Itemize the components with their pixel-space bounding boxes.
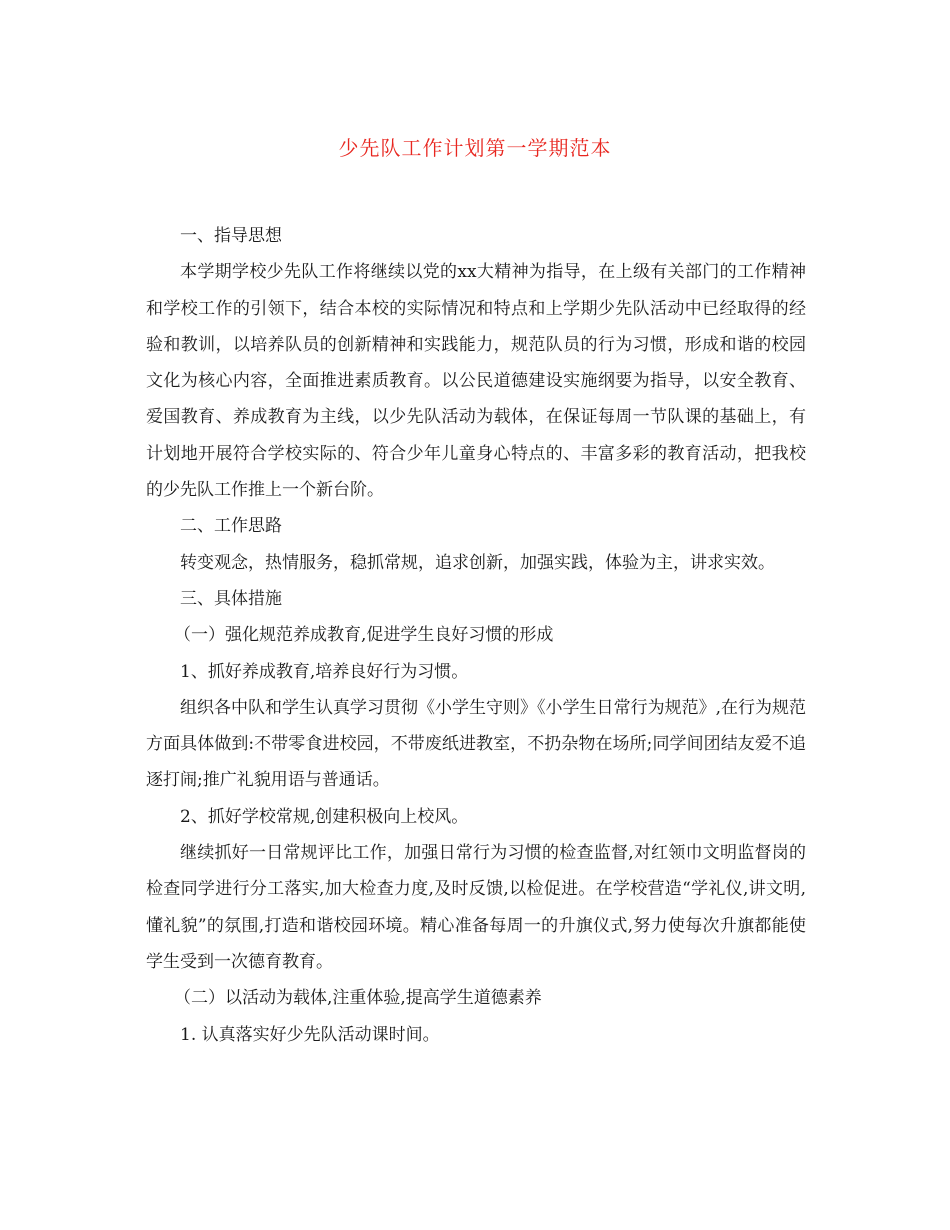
paragraph: 继续抓好一日常规评比工作，加强日常行为习惯的检查监督,对红领巾文明监督岗的检查同学进行分工落实,加大检查力度,及时反馈,以检促进。在学校营造“学礼仪,讲文明,懂礼貌”的氛围,打造和谐校园环境。精心准备每周一的升旗仪式,努力使每次升旗都能使学生受到一次德育教育。 <box>146 843 806 972</box>
section-heading: 二、工作思路 <box>180 516 282 537</box>
section-heading: 三、具体措施 <box>180 588 282 609</box>
paragraph: 本学期学校少先队工作将继续以党的xx大精神为指导，在上级有关部门的工作精神和学校工作的引领下，结合本校的实际情况和特点和上学期少先队活动中已经取得的经验和教训，以培养队员的创新精神和实践能力，规范队员的行为习惯，形成和谐的校园文化为核心内容，全面推进素质教育。以公民道德建设实施纲要为指导，以安全教育、爱国教育、养成教育为主线，以少先队活动为载体，在保证每周一节队课的基础上，有计划地开展符合学校实际的、符合少年儿童身心特点的、丰富多彩的教育活动，把我校的少先队工作推上一个新台阶。 <box>146 262 806 501</box>
item-heading: 2、抓好学校常规,创建积极向上校风。 <box>180 806 469 827</box>
document-body <box>146 218 806 1053</box>
item-heading: 1. 认真落实好少先队活动课时间。 <box>180 1024 440 1045</box>
item-heading: 1、抓好养成教育,培养良好行为习惯。 <box>180 661 469 682</box>
subsection-heading: （一）强化规范养成教育,促进学生良好习惯的形成 <box>174 625 554 646</box>
subsection-heading: （二）以活动为载体,注重体验,提高学生道德素养 <box>174 988 542 1009</box>
paragraph: 转变观念，热情服务，稳抓常规，追求创新，加强实践，体验为主，讲求实效。 <box>180 552 775 573</box>
paragraph: 组织各中队和学生认真学习贯彻《小学生守则》《小学生日常行为规范》,在行为规范方面具体做到:不带零食进校园，不带废纸进教室，不扔杂物在场所;同学间团结友爱不追逐打闹;推广礼貌用语与普通话。 <box>146 697 806 791</box>
section-heading: 一、指导思想 <box>180 226 282 246</box>
document-title: 少先队工作计划第一学期范本 <box>338 136 612 160</box>
